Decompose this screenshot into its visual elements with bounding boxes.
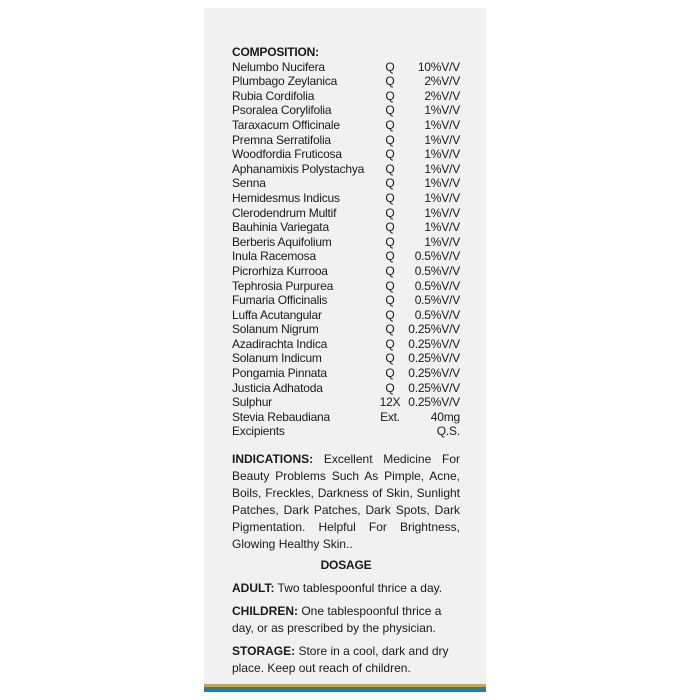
ingredient-potency: Q [385, 380, 395, 395]
ingredient-potency: Q [385, 117, 395, 132]
ingredient-name: Sulphur [232, 395, 272, 410]
ingredient-potency: 12X [379, 395, 401, 410]
label-panel [204, 8, 486, 692]
ingredient-amount: 0.25%V/V [408, 336, 460, 351]
ingredient-name: Justicia Adhatoda [232, 380, 323, 395]
ingredient-name: Excipients [232, 424, 285, 439]
composition-row [232, 308, 460, 323]
ingredient-amount: 10%V/V [417, 59, 460, 74]
ingredient-potency: Q [385, 322, 395, 337]
composition-title: COMPOSITION: [232, 45, 319, 59]
ingredient-name: Fumaria Officinalis [232, 293, 328, 308]
composition-row [232, 220, 460, 235]
ingredient-name: Azadirachta Indica [232, 336, 328, 351]
ingredient-amount: 0.25%V/V [408, 351, 460, 366]
composition-row [232, 206, 460, 221]
dosage-title: DOSAGE [320, 558, 372, 573]
indications-text: Excellent Medicine For Beauty Problems Such As Pimple, Acne, Boils, Freckles, Darkness of Skin, Sunlight Patches, Dark Patches, Dark Spots, Dark Pigmentation. Helpful For Brightness, Glowing Healthy Skin.. [232, 452, 460, 552]
adult-label: ADULT: [232, 581, 275, 596]
composition-row [232, 103, 460, 118]
composition-row [232, 89, 460, 104]
composition-row [232, 366, 460, 381]
composition-row [232, 162, 460, 177]
ingredient-amount: 1%V/V [424, 176, 460, 191]
ingredient-amount: 0.5%V/V [414, 263, 460, 278]
storage-paragraph [232, 643, 460, 677]
ingredient-potency: Q [385, 307, 395, 322]
blue-stripe [204, 687, 486, 692]
children-text: One tablespoonful thrice a day, or as prescribed by the physician. [232, 604, 442, 636]
ingredient-name: Pongamia Pinnata [232, 366, 327, 381]
composition-row [232, 74, 460, 89]
ingredient-amount: 0.5%V/V [414, 293, 460, 308]
ingredient-amount: 1%V/V [424, 161, 460, 176]
ingredient-name: Inula Racemosa [232, 249, 316, 264]
ingredient-potency: Q [385, 205, 395, 220]
ingredient-potency: Q [385, 263, 395, 278]
ingredient-potency: Ext. [380, 409, 400, 424]
adult-dosage [232, 580, 460, 597]
composition-table [232, 60, 460, 439]
ingredient-potency: Q [385, 293, 395, 308]
composition-row [232, 176, 460, 191]
ingredient-potency: Q [385, 147, 395, 162]
ingredient-amount: 1%V/V [424, 147, 460, 162]
ingredient-name: Woodfordia Fruticosa [232, 147, 342, 162]
ingredient-amount: 1%V/V [424, 205, 460, 220]
ingredient-name: Luffa Acutangular [232, 307, 322, 322]
composition-row [232, 133, 460, 148]
ingredient-potency: Q [385, 234, 395, 249]
ingredient-amount: 0.25%V/V [408, 322, 460, 337]
ingredient-amount: 0.5%V/V [414, 249, 460, 264]
ingredient-amount: 1%V/V [424, 234, 460, 249]
ingredient-name: Nelumbo Nucifera [232, 59, 325, 74]
ingredient-name: Tephrosia Purpurea [232, 278, 334, 293]
children-dosage [232, 603, 460, 637]
composition-row [232, 118, 460, 133]
ingredient-name: Aphanamixis Polystachya [232, 161, 365, 176]
ingredient-potency: Q [385, 88, 395, 103]
composition-row [232, 381, 460, 396]
ingredient-amount: 0.25%V/V [408, 380, 460, 395]
composition-row [232, 147, 460, 162]
ingredient-name: Stevia Rebaudiana [232, 409, 331, 424]
ingredient-potency: Q [385, 366, 395, 381]
ingredient-potency: Q [385, 249, 395, 264]
composition-row [232, 337, 460, 352]
indications-paragraph [232, 451, 460, 553]
indications-label: INDICATIONS: [232, 452, 314, 467]
ingredient-amount: 0.25%V/V [408, 366, 460, 381]
adult-text: Two tablespoonful thrice a day. [274, 581, 443, 596]
ingredient-potency: Q [385, 103, 395, 118]
ingredient-amount: 1%V/V [424, 103, 460, 118]
ingredient-name: Solanum Nigrum [232, 322, 319, 337]
storage-text: Store in a cool, dark and dry place. Keep out reach of children. [232, 644, 449, 676]
ingredient-amount: 1%V/V [424, 132, 460, 147]
ingredient-amount: 1%V/V [424, 190, 460, 205]
ingredient-name: Solanum Indicum [232, 351, 322, 366]
bottom-stripe [204, 684, 486, 692]
composition-row [232, 235, 460, 250]
composition-row [232, 410, 460, 425]
ingredient-potency: Q [385, 74, 395, 89]
ingredient-amount: 40mg [430, 409, 460, 424]
ingredient-name: Hemidesmus Indicus [232, 190, 340, 205]
ingredient-amount: 2%V/V [424, 74, 460, 89]
composition-row [232, 191, 460, 206]
ingredient-name: Picrorhiza Kurrooa [232, 263, 328, 278]
ingredient-name: Taraxacum Officinale [232, 117, 340, 132]
ingredient-potency: Q [385, 59, 395, 74]
ingredient-potency: Q [385, 132, 395, 147]
composition-row [232, 279, 460, 294]
ingredient-potency: Q [385, 190, 395, 205]
ingredient-potency [376, 424, 404, 439]
ingredient-amount: 0.25%V/V [408, 395, 460, 410]
ingredient-amount: 0.5%V/V [414, 278, 460, 293]
label-content [232, 45, 460, 677]
ingredient-potency: Q [385, 278, 395, 293]
composition-row [232, 351, 460, 366]
ingredient-name: Clerodendrum Multif [232, 205, 337, 220]
ingredient-name: Bauhinia Variegata [232, 220, 329, 235]
composition-row [232, 395, 460, 410]
ingredient-name: Senna [232, 176, 266, 191]
ingredient-name: Rubia Cordifolia [232, 88, 315, 103]
ingredient-potency: Q [385, 351, 395, 366]
storage-label: STORAGE: [232, 644, 296, 659]
ingredient-name: Premna Serratifolia [232, 132, 331, 147]
ingredient-amount: 2%V/V [424, 88, 460, 103]
ingredient-name: Berberis Aquifolium [232, 234, 332, 249]
children-label: CHILDREN: [232, 604, 298, 619]
composition-row [232, 293, 460, 308]
ingredient-potency: Q [385, 220, 395, 235]
ingredient-potency: Q [385, 176, 395, 191]
ingredient-potency: Q [385, 336, 395, 351]
ingredient-amount: 1%V/V [424, 117, 460, 132]
composition-row [232, 60, 460, 75]
ingredient-name: Psoralea Corylifolia [232, 103, 332, 118]
ingredient-name: Plumbago Zeylanica [232, 74, 338, 89]
ingredient-amount: 1%V/V [424, 220, 460, 235]
ingredient-amount: Q.S. [436, 424, 460, 439]
composition-row [232, 424, 460, 439]
composition-row [232, 249, 460, 264]
ingredient-potency: Q [385, 161, 395, 176]
composition-row [232, 322, 460, 337]
ingredient-amount: 0.5%V/V [414, 307, 460, 322]
composition-row [232, 264, 460, 279]
